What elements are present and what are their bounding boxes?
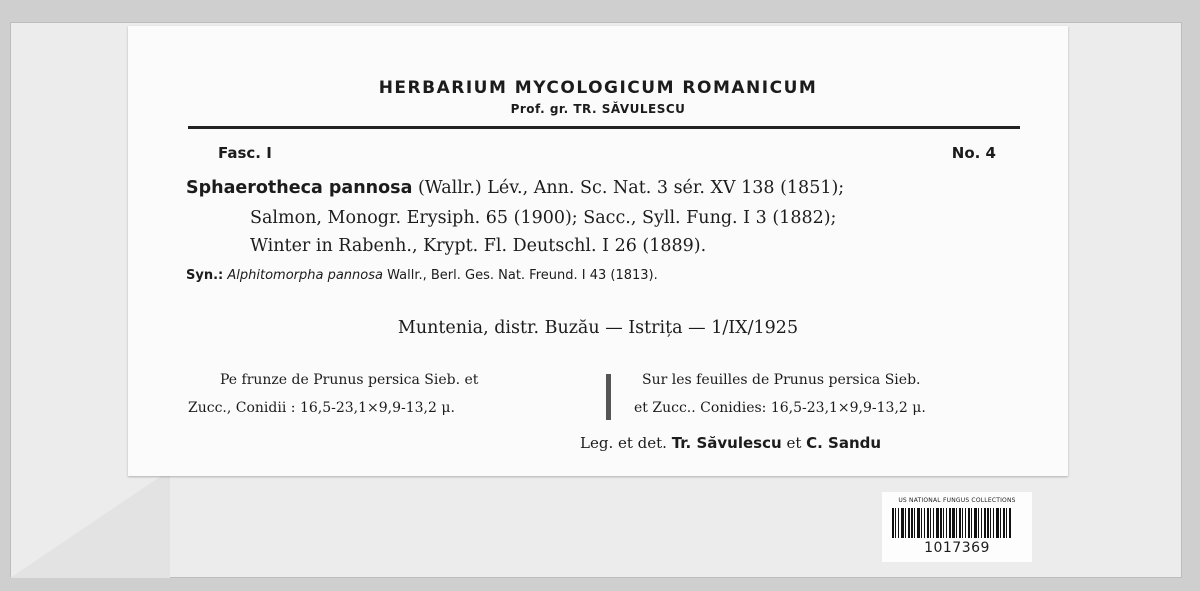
barcode-bar	[990, 508, 991, 538]
barcode-bar	[949, 508, 951, 538]
herbarium-label	[128, 26, 1068, 476]
barcode-bar	[1003, 508, 1005, 538]
barcode-bar	[987, 508, 989, 538]
barcode-institution: US NATIONAL FUNGUS COLLECTIONS	[898, 497, 1016, 504]
packet-flap	[10, 470, 170, 578]
collectors-joiner: et	[781, 434, 807, 452]
barcode-bar	[968, 508, 970, 538]
barcode-bar	[924, 508, 925, 538]
barcode-bar	[993, 508, 994, 538]
romanian-line-2: Zucc., Conidii : 16,5-23,1×9,9-13,2 μ.	[188, 400, 455, 416]
barcode-bar	[956, 508, 957, 538]
french-line-2: et Zucc.. Conidies: 16,5-23,1×9,9-13,2 μ.	[634, 400, 926, 416]
citation-line-1	[186, 178, 1046, 198]
taxon-name: Sphaerotheca pannosa	[186, 178, 413, 198]
barcode-bar	[927, 508, 929, 538]
barcode-bar	[917, 508, 920, 538]
column-divider	[606, 374, 611, 420]
romanian-line-1: Pe frunze de Prunus persica Sieb. et	[220, 372, 479, 388]
herbarium-title: HERBARIUM MYCOLOGICUM ROMANICUM	[378, 78, 818, 98]
synonym-citation: Wallr., Berl. Ges. Nat. Freund. I 43 (1813).	[382, 268, 658, 283]
barcode-bar	[978, 508, 979, 538]
collector-1: Tr. Săvulescu	[671, 434, 782, 452]
header-rule	[188, 126, 1020, 129]
barcode-bar	[1009, 508, 1011, 538]
specimen-number: No. 4	[951, 144, 996, 162]
barcode-bar	[933, 508, 934, 538]
citation-text-1: (Wallr.) Lév., Ann. Sc. Nat. 3 sér. XV 138 (1851);	[412, 178, 845, 198]
barcode-bar	[943, 508, 944, 538]
barcode-bar	[1000, 508, 1001, 538]
citation-line-2: Salmon, Monogr. Erysiph. 65 (1900); Sacc., Syll. Fung. I 3 (1882);	[250, 208, 837, 228]
synonym-name: Alphitomorpha pannosa	[227, 268, 383, 283]
barcode-bar	[965, 508, 966, 538]
barcode-bar	[984, 508, 986, 538]
collectors-line	[580, 434, 881, 452]
synonym-line	[186, 268, 658, 283]
fascicle-label: Fasc. I	[218, 144, 272, 162]
barcode-bar	[911, 508, 913, 538]
barcode-bar	[974, 508, 977, 538]
barcode-bar	[1006, 508, 1007, 538]
barcode-bar	[962, 508, 963, 538]
barcode-bar	[981, 508, 982, 538]
herbarium-subtitle: Prof. gr. TR. SĂVULESCU	[510, 102, 686, 116]
barcode-bar	[959, 508, 961, 538]
synonym-prefix: Syn.:	[186, 268, 224, 283]
barcode-bar	[971, 508, 972, 538]
locality-line: Muntenia, distr. Buzău — Istrița — 1/IX/1925	[397, 318, 799, 338]
french-line-1: Sur les feuilles de Prunus persica Sieb.	[642, 372, 921, 388]
collectors-prefix: Leg. et det.	[580, 434, 672, 452]
barcode-icon	[892, 508, 1022, 538]
barcode-bar	[921, 508, 922, 538]
barcode-bar	[901, 508, 904, 538]
barcode-bar	[914, 508, 915, 538]
barcode-bar	[892, 508, 894, 538]
barcode-bar	[905, 508, 906, 538]
barcode-bar	[908, 508, 910, 538]
barcode-bar	[895, 508, 896, 538]
barcode-number: 1017369	[924, 540, 990, 556]
barcode-bar	[930, 508, 931, 538]
barcode-bar	[996, 508, 999, 538]
collector-2: C. Sandu	[806, 434, 882, 452]
barcode-bar	[952, 508, 955, 538]
citation-line-3: Winter in Rabenh., Krypt. Fl. Deutschl. I 26 (1889).	[250, 236, 707, 256]
barcode-label	[882, 492, 1032, 562]
barcode-bar	[898, 508, 899, 538]
barcode-bar	[936, 508, 939, 538]
barcode-bar	[946, 508, 947, 538]
barcode-bar	[940, 508, 942, 538]
